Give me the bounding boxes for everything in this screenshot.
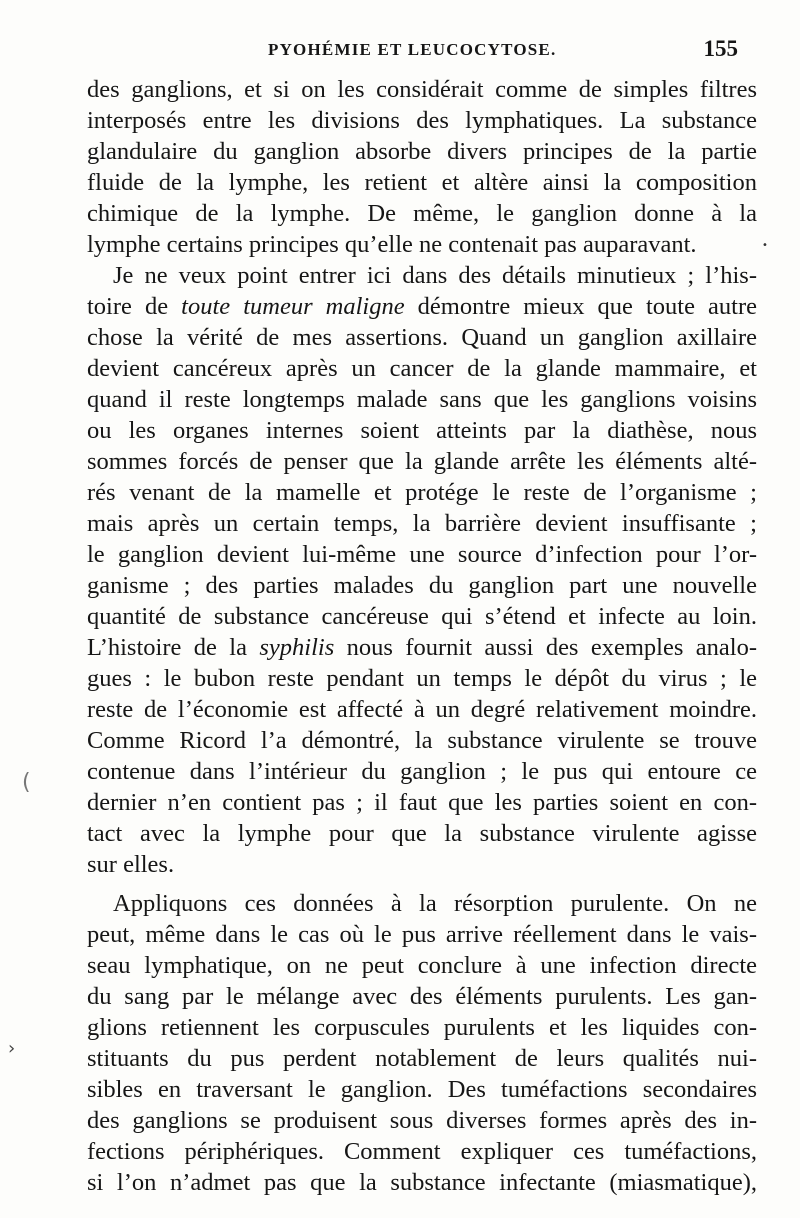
text-line: si l’on n’admet pas que la substance infectante (miasmatique), bbox=[87, 1169, 757, 1196]
body-text bbox=[87, 74, 757, 1198]
margin-arrow-mark: › bbox=[8, 1038, 16, 1059]
text-line: ou les organes internes soient atteints par la diathèse, nous bbox=[87, 417, 757, 444]
text-line: quand il reste longtemps malade sans que les ganglions voisins bbox=[87, 386, 757, 413]
text-line: lymphe certains principes qu’elle ne contenait pas auparavant. bbox=[87, 231, 697, 258]
text-line: du sang par le mélange avec des éléments purulents. Les gan- bbox=[87, 983, 757, 1010]
text-line: devient cancéreux après un cancer de la glande mammaire, et bbox=[87, 355, 757, 382]
text-line: Comme Ricord l’a démontré, la substance virulente se trouve bbox=[87, 727, 757, 754]
text-line: peut, même dans le cas où le pus arrive réellement dans le vais- bbox=[87, 921, 757, 948]
text-line: rés venant de la mamelle et protége le reste de l’organisme ; bbox=[87, 479, 757, 506]
page-number: 155 bbox=[703, 36, 738, 61]
text-line: quantité de substance cancéreuse qui s’étend et infecte au loin. bbox=[87, 603, 757, 630]
text-line: seau lymphatique, on ne peut conclure à une infection directe bbox=[87, 952, 757, 979]
text-line: gues : le bubon reste pendant un temps le dépôt du virus ; le bbox=[87, 665, 757, 692]
text-line: chose la vérité de mes assertions. Quand un ganglion axillaire bbox=[87, 324, 757, 351]
text-line: Appliquons ces données à la résorption purulente. On ne bbox=[113, 890, 757, 917]
text-line: toire de toute tumeur maligne démontre mieux que toute autre bbox=[87, 293, 757, 320]
text-line: fluide de la lymphe, les retient et altère ainsi la composition bbox=[87, 169, 757, 196]
text-line: sur elles. bbox=[87, 851, 175, 878]
text-line: Je ne veux point entrer ici dans des détails minutieux ; l’his- bbox=[113, 262, 757, 289]
text-line: des ganglions, et si on les considérait comme de simples filtres bbox=[87, 76, 757, 103]
text-line: le ganglion devient lui-même une source d’infection pour l’or- bbox=[87, 541, 757, 568]
text-line: glandulaire du ganglion absorbe divers principes de la partie bbox=[87, 138, 757, 165]
text-line: ganisme ; des parties malades du ganglion part une nouvelle bbox=[87, 572, 757, 599]
italic-phrase: toute tumeur maligne bbox=[181, 293, 405, 320]
text-line: contenue dans l’intérieur du ganglion ; le pus qui entoure ce bbox=[87, 758, 757, 785]
text-line: fections périphériques. Comment expliquer ces tuméfactions, bbox=[87, 1138, 757, 1165]
italic-phrase: syphilis bbox=[259, 634, 335, 661]
text-line: chimique de la lymphe. De même, le ganglion donne à la bbox=[87, 200, 757, 227]
page-header bbox=[268, 36, 738, 66]
text-line: glions retiennent les corpuscules purulents et les liquides con- bbox=[87, 1014, 757, 1041]
text-line: interposés entre les divisions des lymphatiques. La substance bbox=[87, 107, 757, 134]
text-line: sommes forcés de penser que la glande arrête les éléments alté- bbox=[87, 448, 757, 475]
text-line: reste de l’économie est affecté à un degré relativement moindre. bbox=[87, 696, 757, 723]
margin-dot-mark: • bbox=[762, 240, 768, 251]
text-line: tact avec la lymphe pour que la substance virulente agisse bbox=[87, 820, 757, 847]
text-line: L’histoire de la syphilis nous fournit aussi des exemples analo- bbox=[87, 634, 758, 661]
text-line: sibles en traversant le ganglion. Des tuméfactions secondaires bbox=[87, 1076, 757, 1103]
running-head: PYOHÉMIE ET LEUCOCYTOSE. bbox=[268, 40, 557, 59]
text-line: stituants du pus perdent notablement de leurs qualités nui- bbox=[87, 1045, 757, 1072]
margin-bracket-mark: ( bbox=[22, 770, 31, 795]
text-line: des ganglions se produisent sous diverses formes après des in- bbox=[87, 1107, 757, 1134]
text-line: dernier n’en contient pas ; il faut que les parties soient en con- bbox=[87, 789, 757, 816]
text-line: mais après un certain temps, la barrière devient insuffisante ; bbox=[87, 510, 757, 537]
